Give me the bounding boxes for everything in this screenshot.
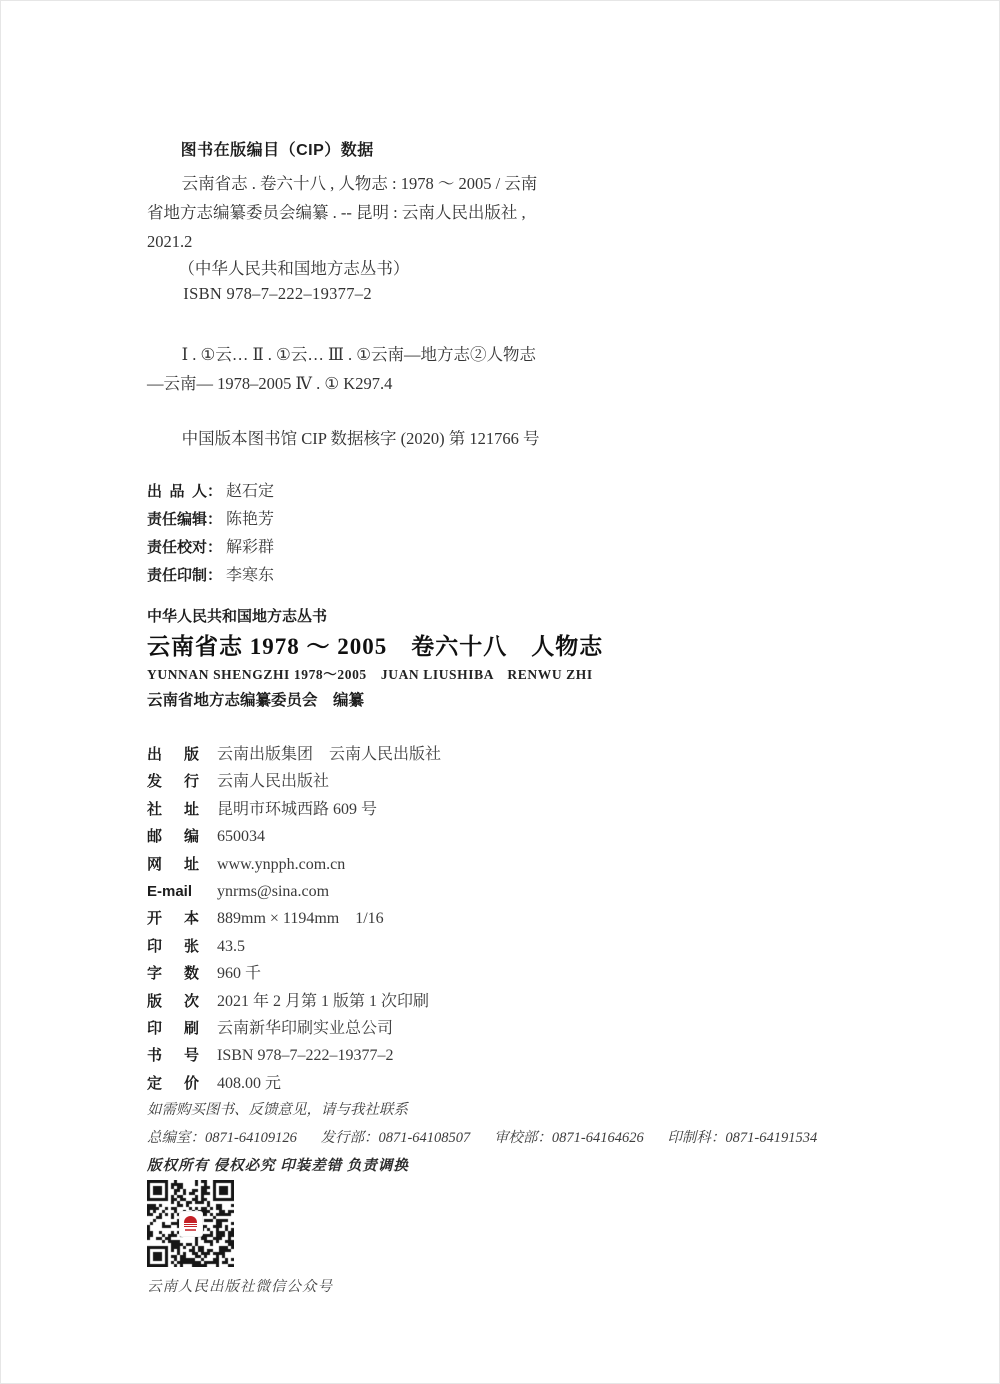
publisher-logo-text <box>185 1229 196 1231</box>
cip-classification-line: Ⅰ . ①云… Ⅱ . ①云… Ⅲ . ①云南—地方志②人物志 <box>181 345 537 364</box>
series-title: 中华人民共和国地方志丛书 <box>147 608 328 625</box>
book-title: 云南省志 1978 ～ 2005 卷六十八 人物志 <box>147 634 604 659</box>
credit-value: 赵石定 <box>226 483 275 500</box>
credit-row <box>147 534 879 562</box>
publication-value: 云南新华印刷实业总公司 <box>217 1020 394 1038</box>
publication-row <box>147 851 879 878</box>
credit-value: 李寒东 <box>226 567 275 584</box>
purchase-note: 如需购买图书、反馈意见，请与我社联系 <box>147 1102 408 1118</box>
publication-label: 印张 <box>147 937 199 955</box>
phone-entry: 总编室：0871-64109126 <box>147 1130 297 1146</box>
cip-isbn: ISBN 978–7–222–19377–2 <box>183 284 372 303</box>
publication-label: 出版 <box>147 746 199 763</box>
publication-label: E-mail <box>147 883 193 901</box>
publication-row <box>147 878 879 905</box>
cip-classification <box>147 340 879 398</box>
publication-value: 650034 <box>217 828 265 846</box>
publication-label: 社址 <box>147 800 199 818</box>
publication-row <box>147 1015 879 1042</box>
cip-record-line: 省地方志编纂委员会编纂 . -- 昆明 : 云南人民出版社 , <box>147 203 526 222</box>
credit-label: 出 品 人： <box>147 483 223 500</box>
publication-row <box>147 960 879 987</box>
publication-row <box>147 768 879 795</box>
credit-row <box>147 506 879 534</box>
staff-credits <box>147 478 879 590</box>
publication-info <box>147 741 879 1097</box>
credit-label: 责任编辑： <box>147 511 223 528</box>
cip-record-line: 2021.2 <box>147 232 193 251</box>
publication-value: 408.00 元 <box>217 1074 282 1092</box>
publication-value: ynrms@sina.com <box>217 883 330 901</box>
book-title-pinyin: YUNNAN SHENGZHI 1978～2005 JUAN LIUSHIBA RENWU ZHI <box>147 667 593 682</box>
publication-row <box>147 1042 879 1069</box>
publisher-sun-icon <box>184 1216 197 1223</box>
cip-heading: 图书在版编目（CIP）数据 <box>180 142 374 159</box>
publisher-waves-icon <box>184 1224 197 1227</box>
publication-value: www.ynpph.com.cn <box>217 855 346 873</box>
credit-row <box>147 478 879 506</box>
publication-value: 云南人民出版社 <box>217 773 330 791</box>
publisher-logo <box>180 1212 202 1236</box>
credit-value: 解彩群 <box>226 539 275 556</box>
publication-value: 云南出版集团 云南人民出版社 <box>217 746 442 763</box>
credit-label: 责任校对： <box>147 539 223 556</box>
publication-value: 43.5 <box>217 937 245 955</box>
compiler-line: 云南省地方志编纂委员会 编纂 <box>147 692 365 709</box>
cip-record <box>147 169 879 256</box>
publication-label: 印刷 <box>147 1020 199 1038</box>
publication-value: 昆明市环城西路 609 号 <box>217 800 378 818</box>
cip-series-note: （中华人民共和国地方志丛书） <box>178 259 410 278</box>
phone-entry: 发行部：0871-64108507 <box>320 1130 471 1146</box>
publication-row <box>147 1070 879 1097</box>
qr-caption: 云南人民出版社微信公众号 <box>147 1279 333 1295</box>
publication-value: 2021 年 2 月第 1 版第 1 次印刷 <box>217 992 430 1010</box>
publication-label: 邮编 <box>147 828 199 846</box>
publication-row <box>147 796 879 823</box>
publication-row <box>147 933 879 960</box>
cip-record-line: 云南省志 . 卷六十八 , 人物志 : 1978 ～ 2005 / 云南 <box>181 174 538 193</box>
phone-entry: 审校部：0871-64164626 <box>493 1130 644 1146</box>
phone-entry: 印制科：0871-64191534 <box>667 1130 818 1146</box>
publication-row <box>147 905 879 932</box>
wechat-qr-code <box>147 1180 234 1267</box>
publication-label: 版次 <box>147 992 199 1010</box>
publication-label: 发行 <box>147 773 199 791</box>
publication-label: 书号 <box>147 1047 199 1065</box>
publication-label: 网址 <box>147 855 199 873</box>
publication-value: 889mm × 1194mm 1/16 <box>217 910 384 928</box>
publication-value: 960 千 <box>217 965 262 983</box>
publication-row <box>147 741 879 768</box>
publication-label: 定价 <box>147 1074 199 1092</box>
copyright-notice: 版权所有 侵权必究 印装差错 负责调换 <box>147 1158 409 1174</box>
credit-row <box>147 562 879 590</box>
credit-label: 责任印制： <box>147 567 223 584</box>
cip-classification-line: —云南— 1978–2005 Ⅳ . ① K297.4 <box>147 374 393 393</box>
credit-value: 陈艳芳 <box>226 511 275 528</box>
publication-value: ISBN 978–7–222–19377–2 <box>217 1047 394 1065</box>
publication-label: 字数 <box>147 965 199 983</box>
publication-row <box>147 823 879 850</box>
cip-registry-line: 中国版本图书馆 CIP 数据核字 (2020) 第 121766 号 <box>181 429 540 448</box>
contact-phones <box>147 1126 879 1147</box>
publication-label: 开本 <box>147 910 199 928</box>
publication-row <box>147 988 879 1015</box>
